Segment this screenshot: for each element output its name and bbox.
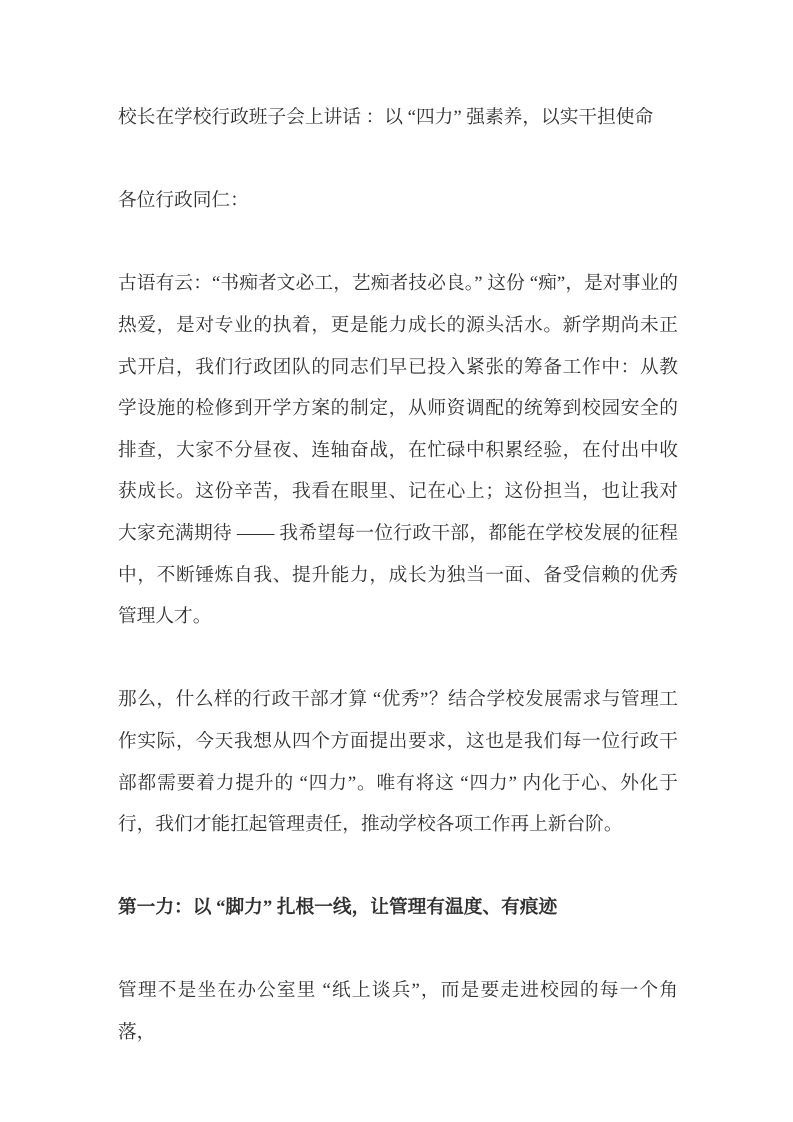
paragraph-first-force-opening: 管理不是坐在办公室里 “纸上谈兵”，而是要走进校园的每一个角落， [118,980,678,1044]
paragraph-dedication-praise: 古语有云：“书痴者文必工，艺痴者技必良。” 这份 “痴”，是对事业的热爱，是对专业的执着，更是能力成长的源头活水。新学期尚未正式开启，我们行政团队的同志们早已投入紧张的筹备工作中：从教学设施的检修到开学方案的制定，从师资调配的统筹到校园安全的排查，大家不分昼夜、连轴奋战，在忙碌中积累经验，在付出中收获成长。这份辛苦，我看在眼里、记在心上；这份担当，也让我对大家充满期待 —— 我希望每一位行政干部，都能在学校发展的征程中，不断锤炼自我、提升能力，成长为独当一面、备受信赖的优秀管理人才。 [118,273,678,628]
document-body [118,97,678,1054]
paragraph-four-forces-intro: 那么，什么样的行政干部才算 “优秀”？结合学校发展需求与管理工作实际，今天我想从四个方面提出要求，这也是我们每一位行政干部都需要着力提升的 “四力”。唯有将这 “四力” 内化于心、外化于行，我们才能扛起管理责任，推动学校各项工作再上新台阶。 [118,689,678,836]
document-title: 校长在学校行政班子会上讲话 ：以 “四力” 强素养，以实干担使命 [118,107,654,128]
salutation: 各位行政同仁： [118,190,249,212]
section-heading-first-force: 第一力：以 “脚力” 扎根一线，让管理有温度、有痕迹 [118,897,558,919]
